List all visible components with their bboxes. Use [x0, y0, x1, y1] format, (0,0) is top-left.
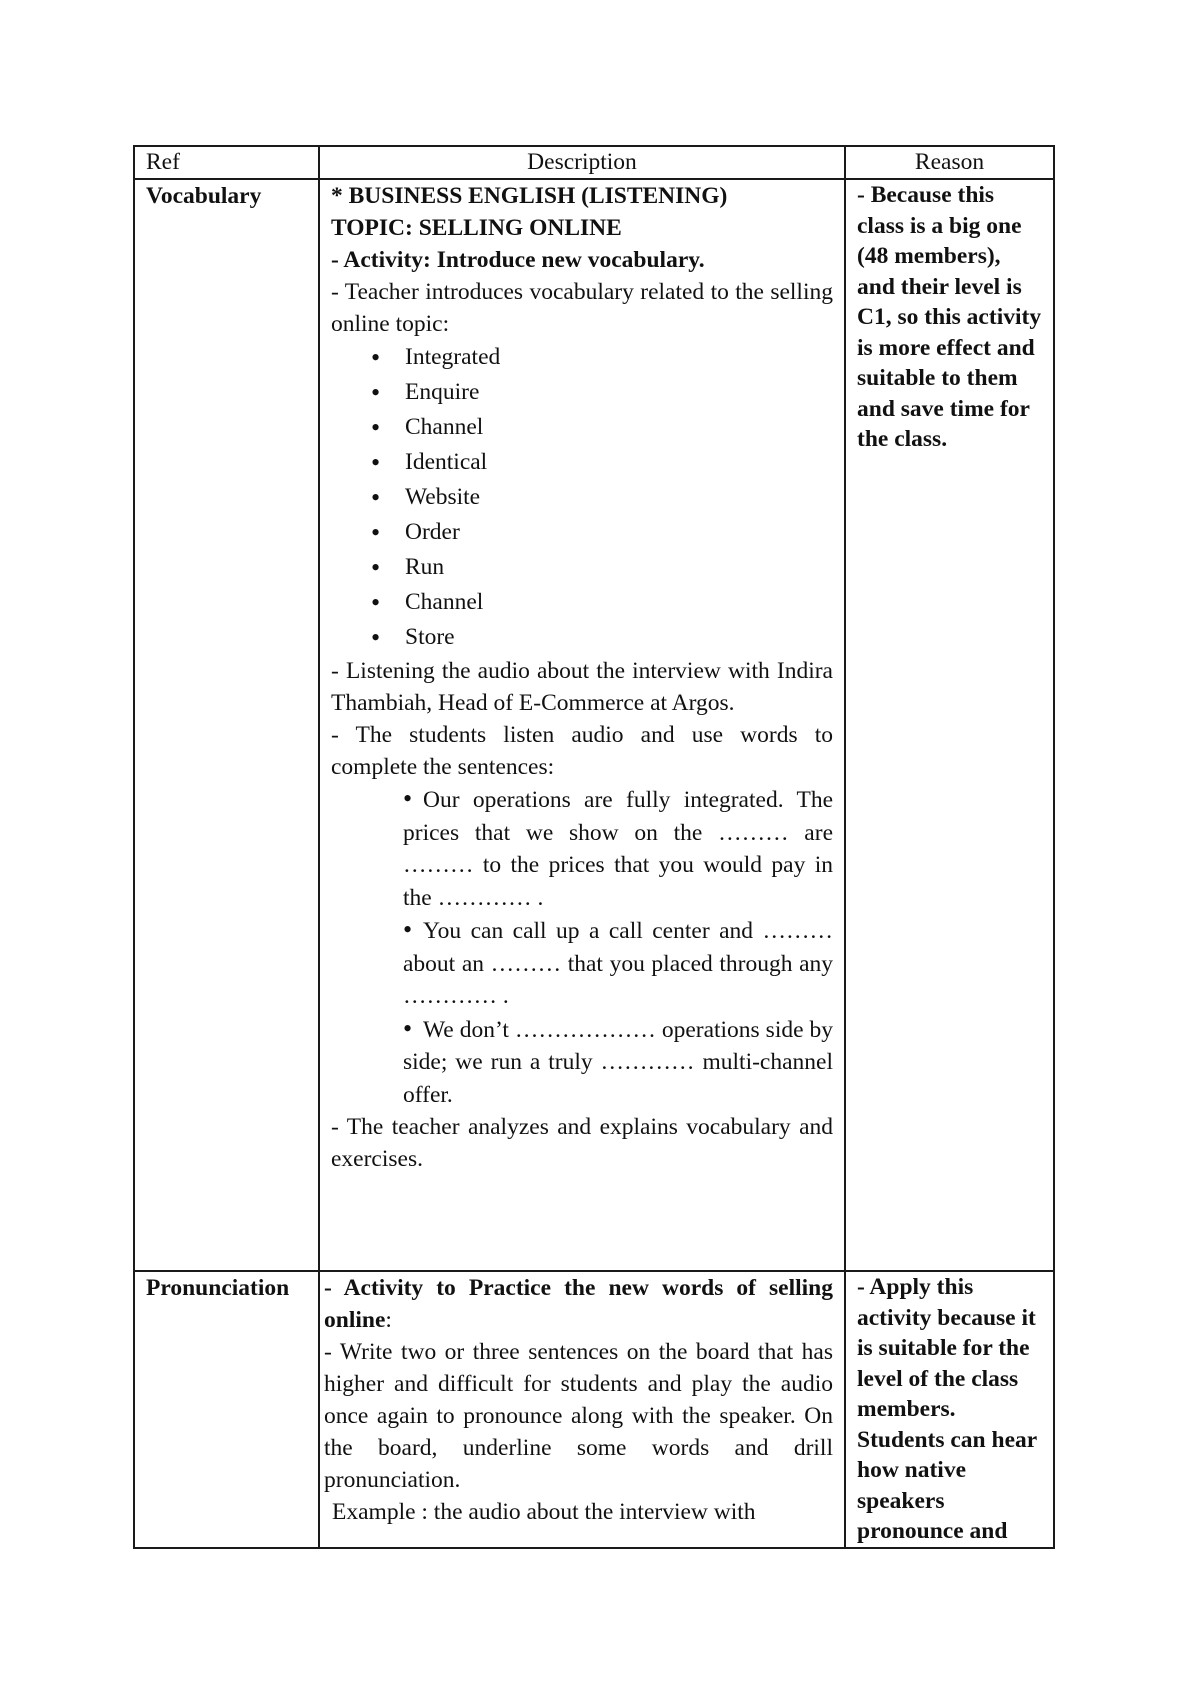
bullet-icon: •: [403, 915, 413, 944]
list-item: • Enquire: [371, 375, 833, 410]
list-item: • Website: [371, 480, 833, 515]
vocabulary-reason: - Because this class is a big one (48 members), and their level is C1, so this activity is more effect and suitable to them and save time for the class.: [845, 179, 1054, 1271]
list-item: • Store: [371, 620, 833, 655]
list-item: • Channel: [371, 585, 833, 620]
pronunciation-row: [134, 1271, 1054, 1548]
ref-pronunciation: Pronunciation: [134, 1271, 319, 1548]
pronunciation-body: - Write two or three sentences on the board that has higher and difficult for students and play the audio once again to pronounce along with the speaker. On the board, underline some words and drill pronunciation.: [324, 1339, 833, 1493]
listening-instruction: - Listening the audio about the interview with Indira Thambiah, Head of E-Commerce at Argos.: [331, 658, 833, 716]
list-item: [403, 1013, 833, 1112]
section-title: * BUSINESS ENGLISH (LISTENING): [331, 183, 728, 209]
lesson-plan-table: [133, 145, 1055, 1549]
list-item: [403, 783, 833, 914]
vocabulary-list: [331, 340, 833, 655]
bullet-icon: •: [403, 784, 413, 813]
topic-title: TOPIC: SELLING ONLINE: [331, 215, 622, 241]
ref-vocabulary: Vocabulary: [134, 179, 319, 1271]
pronunciation-reason: - Apply this activity because it is suitable for the level of the class members. Students can hear how native speakers pronounce and: [845, 1271, 1054, 1548]
pronunciation-example: Example : the audio about the interview with: [332, 1499, 756, 1525]
sentence-list: [331, 783, 833, 1111]
list-item: • Channel: [371, 410, 833, 445]
list-item: • Order: [371, 515, 833, 550]
activity-heading: - Activity: Introduce new vocabulary.: [331, 247, 705, 273]
vocabulary-description: [319, 179, 845, 1271]
activity-heading: - Activity to Practice the new words of selling online: [324, 1275, 833, 1333]
pronunciation-activity: [324, 1272, 833, 1336]
header-description: Description: [319, 146, 845, 179]
pronunciation-description: [319, 1271, 845, 1548]
sentence-text: Our operations are fully integrated. The prices that we show on the ……… are ……… to the prices that you would pay in the ………… .: [403, 787, 833, 911]
vocabulary-row: [134, 179, 1054, 1271]
sentence-text: We don’t ……………… operations side by side; we run a truly ………… multi-channel offer.: [403, 1016, 833, 1108]
sentence-text: You can call up a call center and ……… about an ……… that you placed through any ………… .: [403, 918, 833, 1009]
list-item: • Integrated: [371, 340, 833, 375]
list-item: • Run: [371, 550, 833, 585]
vocabulary-intro: - Teacher introduces vocabulary related to the selling online topic:: [331, 279, 833, 337]
list-item: • Identical: [371, 445, 833, 480]
teacher-conclusion: - The teacher analyzes and explains vocabulary and exercises.: [331, 1114, 833, 1172]
list-item: [403, 914, 833, 1013]
bullet-icon: •: [403, 1013, 413, 1043]
header-ref: Ref: [134, 146, 319, 179]
activity-colon: :: [385, 1307, 392, 1333]
students-task: - The students listen audio and use words to complete the sentences:: [331, 722, 833, 780]
header-reason: Reason: [845, 146, 1054, 179]
table-header-row: [134, 146, 1054, 179]
